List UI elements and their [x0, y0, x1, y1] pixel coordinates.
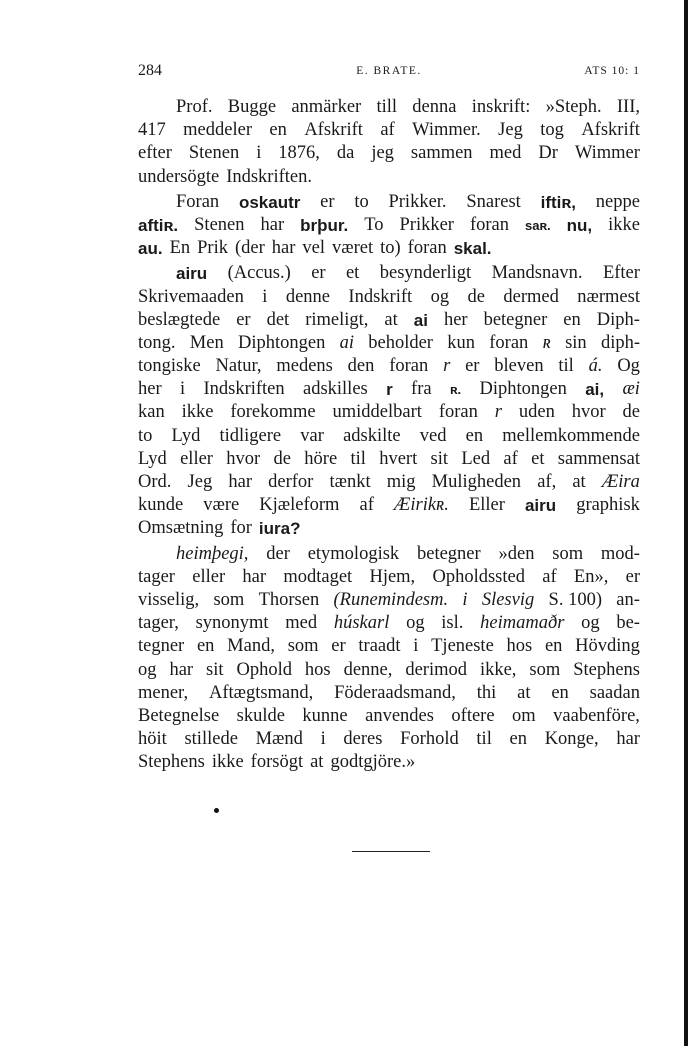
- word: at: [517, 682, 531, 703]
- word: som: [529, 659, 561, 680]
- word: sit: [206, 659, 224, 680]
- word: anmärker: [291, 97, 362, 117]
- word: tongiske: [138, 356, 201, 377]
- word: neppe: [595, 191, 640, 212]
- word: S. 100): [548, 589, 602, 610]
- word: Stephens: [138, 752, 205, 773]
- word: Lyd: [138, 448, 167, 469]
- text-line: [138, 448, 640, 471]
- text-line: [138, 355, 640, 378]
- word: Led: [461, 448, 491, 469]
- word: kunde: [138, 495, 184, 516]
- word: 417: [138, 120, 166, 141]
- word: oftere: [451, 705, 495, 726]
- word: hvor: [571, 402, 606, 423]
- text-line: [138, 309, 640, 332]
- word: for: [230, 518, 252, 539]
- word: adskilles: [302, 379, 368, 400]
- word: af: [503, 448, 518, 469]
- word: betegner: [416, 543, 481, 564]
- word: adskilte: [343, 425, 401, 446]
- word: Wimmer: [574, 143, 640, 164]
- word: har: [242, 566, 267, 587]
- text-line: [138, 142, 640, 165]
- word: Slesvig: [481, 589, 535, 610]
- word: sin: [565, 332, 587, 353]
- word: denne: [285, 286, 330, 307]
- runic-word: ai: [413, 310, 428, 330]
- word: traadt: [358, 636, 401, 657]
- runic-word: r: [386, 380, 393, 400]
- word: til: [350, 448, 366, 469]
- word: sit: [430, 448, 449, 469]
- word: to: [138, 425, 153, 446]
- word: da: [336, 143, 355, 164]
- word: á.: [588, 356, 603, 377]
- word: III,: [616, 97, 640, 117]
- text-line: [138, 612, 640, 635]
- word: betegner: [483, 309, 548, 330]
- word: hos: [304, 659, 331, 680]
- word: en: [509, 729, 527, 750]
- word: bleven: [494, 356, 544, 377]
- word: eller: [180, 448, 213, 469]
- word: Prikker: [399, 214, 454, 235]
- word: Mænd: [255, 729, 303, 750]
- word: etymologisk: [307, 543, 400, 564]
- word: de: [622, 402, 640, 423]
- text-line: [138, 471, 640, 494]
- runic-word: iftiʀ,: [540, 192, 577, 212]
- runic-word: nu,: [566, 215, 593, 235]
- word: Natur,: [215, 356, 262, 377]
- word: beholder: [368, 332, 433, 353]
- text-line: [138, 378, 640, 401]
- word: foran: [389, 356, 429, 377]
- word: to): [380, 238, 401, 259]
- running-header: [138, 62, 640, 84]
- word: thi: [476, 682, 497, 703]
- word: denne,: [343, 659, 393, 680]
- word: æi: [622, 379, 640, 400]
- word: mener,: [138, 682, 189, 703]
- word: ved: [419, 425, 447, 446]
- word: her: [138, 379, 162, 400]
- word: deres: [343, 729, 383, 750]
- word: Bugge: [227, 97, 277, 117]
- word: Omsætning: [138, 518, 224, 539]
- word: tegner: [138, 636, 185, 657]
- word: Forhold: [400, 729, 459, 750]
- word: heimþegi,: [176, 543, 249, 564]
- word: i: [179, 379, 186, 400]
- word: Indskriften.: [226, 166, 312, 187]
- word: Indskrift: [348, 286, 413, 307]
- word: hos: [506, 636, 533, 657]
- word: Stenen: [194, 214, 245, 235]
- closing-rule: [352, 851, 430, 852]
- word: visselig,: [138, 589, 200, 610]
- word: Ord.: [138, 472, 172, 492]
- runic-word: iura?: [258, 519, 301, 539]
- word: (Accus.): [227, 263, 291, 284]
- word: isl.: [441, 613, 464, 634]
- word: höre: [304, 448, 338, 469]
- word: i: [320, 729, 326, 750]
- word: med: [285, 613, 318, 634]
- word: være: [203, 495, 240, 516]
- word: graphisk: [576, 495, 640, 516]
- word: som: [552, 543, 584, 564]
- word: Jeg: [187, 472, 213, 492]
- word: er: [320, 191, 335, 212]
- text-line: [138, 96, 640, 119]
- word: sammen: [410, 143, 473, 164]
- word: »Steph.: [545, 97, 602, 117]
- word: har: [271, 238, 296, 259]
- runic-word: brþur.: [300, 215, 349, 235]
- word: kunne: [302, 705, 348, 726]
- word: forsögt: [250, 752, 304, 773]
- word: ikke: [211, 752, 244, 773]
- word: húskarl: [333, 613, 390, 634]
- text-line: [138, 237, 640, 260]
- word: heimamaðr: [480, 613, 565, 634]
- word: i: [262, 286, 268, 307]
- word: To: [364, 214, 384, 235]
- word: derimod: [405, 659, 467, 680]
- word: tong.: [138, 332, 176, 353]
- word: Afskrift: [581, 120, 640, 141]
- word: et: [531, 448, 545, 469]
- text-line: [138, 728, 640, 751]
- word: i: [413, 636, 419, 657]
- word: en: [551, 682, 569, 703]
- text-line: [138, 119, 640, 142]
- word: Dr: [538, 143, 558, 164]
- runic-word: airu: [524, 496, 557, 516]
- word: mod-: [600, 543, 640, 564]
- word: Æira: [601, 472, 640, 492]
- text-line: [138, 659, 640, 682]
- word: en: [269, 120, 287, 141]
- word: an-: [616, 589, 640, 610]
- word: eller: [192, 566, 226, 587]
- word: her: [443, 309, 468, 330]
- text-line: [138, 705, 640, 728]
- word: tager,: [138, 613, 179, 634]
- word: foran: [438, 402, 478, 423]
- word: tænkt: [329, 472, 371, 492]
- word: Konge,: [544, 729, 599, 750]
- page-body: [138, 96, 640, 774]
- word: inskrift:: [471, 97, 531, 117]
- text-line: [138, 751, 640, 774]
- text-line: [138, 543, 640, 566]
- word: Skrivemaaden: [138, 286, 244, 307]
- word: derfor: [268, 472, 314, 492]
- word: Prof.: [176, 97, 213, 117]
- word: Thorsen: [258, 589, 320, 610]
- word: hvert: [379, 448, 418, 469]
- word: vel: [302, 238, 325, 259]
- word: en: [196, 636, 215, 657]
- text-line: [138, 401, 640, 424]
- word: ikke: [181, 402, 214, 423]
- word: Wimmer.: [412, 120, 481, 141]
- word: til: [476, 729, 492, 750]
- word: Ophold: [236, 659, 292, 680]
- word: tog: [540, 120, 564, 141]
- word: den: [347, 356, 375, 377]
- word: synonymt: [195, 613, 269, 634]
- word: og: [406, 613, 425, 634]
- word: 1876,: [278, 143, 320, 164]
- signature-mark: ATS 10: 1: [584, 65, 640, 77]
- word: og: [138, 659, 157, 680]
- runic-word: airu: [176, 264, 208, 284]
- word: besynderligt: [379, 263, 472, 284]
- word: at: [384, 309, 398, 330]
- word: Diphtongen: [479, 379, 567, 400]
- word: ai: [339, 332, 354, 353]
- word: det: [266, 309, 290, 330]
- word: de: [467, 286, 485, 307]
- word: modtaget: [283, 566, 353, 587]
- word: En»,: [573, 566, 609, 587]
- word: Betegnelse: [138, 705, 220, 726]
- word: af: [542, 566, 557, 587]
- word: Stenen: [188, 143, 240, 164]
- word: er: [465, 356, 480, 377]
- word: er: [625, 566, 640, 587]
- word: forekomme: [230, 402, 316, 423]
- word: nærmest: [577, 286, 640, 307]
- word: om: [512, 705, 536, 726]
- ink-dot: [214, 808, 219, 813]
- word: har: [228, 472, 252, 492]
- word: Afskrift: [304, 120, 363, 141]
- word: af: [380, 120, 395, 141]
- word: Diphtongen: [237, 332, 326, 353]
- word: beslægtede: [138, 309, 221, 330]
- word: (Runemindesm.: [333, 589, 449, 610]
- text-line: [138, 517, 640, 540]
- word: mellemkommende: [502, 425, 640, 446]
- text-line: [138, 166, 640, 189]
- word: har: [260, 214, 285, 235]
- word: Aftægtsmand,: [208, 682, 314, 703]
- word: og: [581, 613, 600, 634]
- word: Foran: [176, 191, 220, 212]
- word: meddeler: [183, 120, 252, 141]
- word: foran: [407, 238, 447, 259]
- text-line: [138, 214, 640, 237]
- word: Og: [617, 356, 640, 377]
- word: ikke: [608, 214, 640, 235]
- text-line: [138, 589, 640, 612]
- runic-word: saʀ.: [524, 217, 551, 233]
- word: saadan: [589, 682, 640, 703]
- word: stillede: [184, 729, 238, 750]
- page-edge: [684, 0, 688, 1046]
- word: har: [616, 729, 640, 750]
- runic-word: ʀ.: [449, 382, 462, 398]
- text-line: [138, 332, 640, 355]
- word: Lyd: [171, 425, 201, 446]
- word: godtgjöre.»: [330, 752, 416, 773]
- text-line: [138, 425, 640, 448]
- runic-word: ai,: [585, 380, 605, 400]
- word: fra: [411, 379, 432, 400]
- word: har: [169, 659, 194, 680]
- word: Prik: [197, 238, 228, 259]
- word: undersögte: [138, 166, 220, 187]
- word: ʀ: [542, 332, 551, 353]
- word: Föderaadsmand,: [334, 682, 456, 703]
- word: Eller: [468, 495, 505, 516]
- word: Hjem,: [369, 566, 416, 587]
- word: Hövding: [575, 636, 640, 657]
- word: anvendes: [365, 705, 434, 726]
- word: umiddelbart: [332, 402, 422, 423]
- word: var: [300, 425, 324, 446]
- word: (der: [234, 238, 265, 259]
- word: vaabenföre,: [553, 705, 640, 726]
- word: foran: [469, 214, 509, 235]
- word: som: [213, 589, 245, 610]
- word: er: [331, 636, 346, 657]
- word: tidligere: [219, 425, 282, 446]
- word: af: [359, 495, 374, 516]
- word: r: [494, 402, 502, 423]
- word: at: [310, 752, 324, 773]
- word: uden: [518, 402, 555, 423]
- word: to: [354, 191, 369, 212]
- word: efter: [138, 143, 172, 164]
- text-line: [138, 635, 640, 658]
- word: Snarest: [466, 191, 521, 212]
- word: Indskriften: [203, 379, 285, 400]
- word: Mandsnavn.: [491, 263, 583, 284]
- word: mig: [386, 472, 416, 492]
- word: i: [462, 589, 468, 610]
- word: hvor: [226, 448, 261, 469]
- word: till: [376, 97, 398, 117]
- word: r: [443, 356, 451, 377]
- word: Men: [189, 332, 224, 353]
- word: med: [489, 143, 522, 164]
- word: og: [430, 286, 450, 307]
- word: Efter: [602, 263, 640, 284]
- word: Stephens: [573, 659, 640, 680]
- word: medens: [276, 356, 333, 377]
- word: er: [311, 263, 326, 284]
- word: er: [236, 309, 251, 330]
- word: höit: [138, 729, 167, 750]
- word: Tjeneste: [431, 636, 494, 657]
- text-line: [138, 262, 640, 285]
- word: kun: [447, 332, 475, 353]
- word: diph-: [600, 332, 640, 353]
- word: kan: [138, 402, 165, 423]
- word: Muligheden: [431, 472, 522, 492]
- word: En: [169, 238, 191, 259]
- running-author: E. BRATE.: [356, 65, 422, 77]
- word: en: [465, 425, 484, 446]
- word: Æirikʀ.: [393, 495, 449, 516]
- page-number: 284: [138, 62, 162, 79]
- word: sammensat: [557, 448, 640, 469]
- runic-word: oskautr: [238, 192, 301, 212]
- word: Kjæleform: [259, 495, 340, 516]
- word: Opholdssted: [432, 566, 525, 587]
- word: en: [563, 309, 581, 330]
- text-line: [138, 566, 640, 589]
- text-line: [138, 682, 640, 705]
- word: tager: [138, 566, 175, 587]
- runic-word: aftiʀ.: [138, 215, 179, 235]
- word: be-: [616, 613, 640, 634]
- word: denna: [412, 97, 457, 117]
- word: skulde: [236, 705, 285, 726]
- word: rimeligt,: [305, 309, 369, 330]
- text-line: [138, 191, 640, 214]
- word: et: [345, 263, 360, 284]
- word: at: [572, 472, 586, 492]
- word: af,: [537, 472, 557, 492]
- word: »den: [498, 543, 535, 564]
- word: som: [287, 636, 319, 657]
- word: foran: [489, 332, 529, 353]
- word: en: [544, 636, 563, 657]
- word: der: [266, 543, 290, 564]
- word: Diph-: [596, 309, 640, 330]
- word: været: [332, 238, 374, 259]
- runic-word: skal.: [453, 239, 492, 259]
- word: Jeg: [498, 120, 523, 141]
- text-line: [138, 286, 640, 309]
- word: dermed: [503, 286, 559, 307]
- word: Mand,: [227, 636, 275, 657]
- word: jeg: [371, 143, 394, 164]
- text-line: [138, 494, 640, 517]
- word: de: [273, 448, 291, 469]
- word: Prikker.: [388, 191, 447, 212]
- runic-word: au.: [138, 239, 163, 259]
- word: ikke,: [479, 659, 517, 680]
- word: i: [256, 143, 262, 164]
- word: til: [558, 356, 574, 377]
